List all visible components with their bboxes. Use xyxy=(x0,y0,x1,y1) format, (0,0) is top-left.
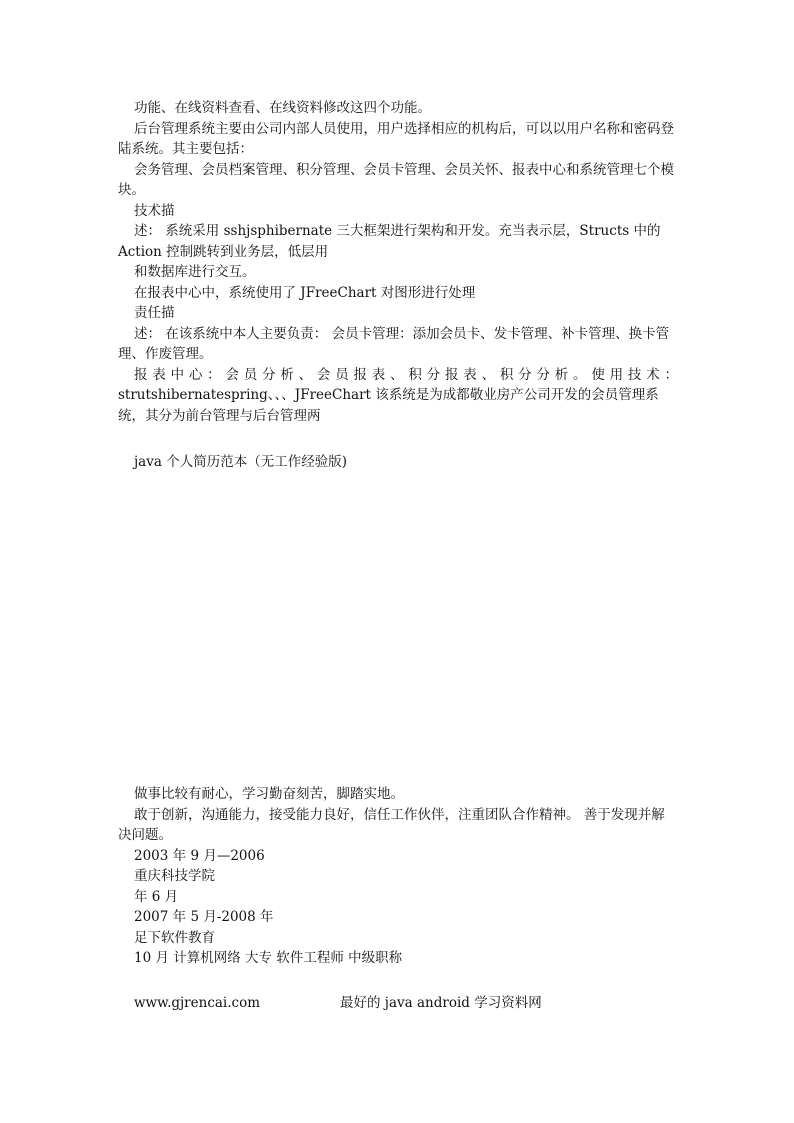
resume-subtitle-block xyxy=(118,452,678,473)
resume-subtitle: java 个人简历范本（无工作经验版) xyxy=(134,454,347,470)
text-line: 敢于创新，沟通能力，接受能力良好，信任工作伙伴，注重团队合作精神。 善于发现并解决问题。 xyxy=(118,806,665,843)
text-line: 足下软件教育 xyxy=(134,929,215,946)
text-line: strutshibernatespring、、、JFreeChart 该系统是为成都敬业房产公司开发的会员管理系统，其分为前台管理与后台管理两 xyxy=(118,387,659,424)
text-line: 在报表中心中，系统使用了 JFreeChart 对图形进行处理 xyxy=(134,284,476,301)
text-line: 责任描 xyxy=(134,305,175,321)
text-line: 重庆科技学院 xyxy=(134,868,215,884)
text-line: 10 月 计算机网络 大专 软件工程师 中级职称 xyxy=(134,950,403,966)
text-line: 会务管理、会员档案管理、积分管理、会员卡管理、会员关怀、报表中心和系统管理七个模块。 xyxy=(118,161,674,198)
text-line: 年 6 月 xyxy=(134,888,179,905)
text-line: 和数据库进行交互。 xyxy=(134,264,256,280)
project-description-section xyxy=(118,98,678,426)
text-line: 功能、在线资料查看、在线资料修改这四个功能。 xyxy=(134,100,431,116)
text-line: 2007 年 5 月-2008 年 xyxy=(134,909,274,925)
text-line: 做事比较有耐心，学习勤奋刻苦，脚踏实地。 xyxy=(134,786,404,802)
text-line: 技术描 xyxy=(134,202,175,219)
text-line: 后台管理系统主要由公司内部人员使用，用户选择相应的机构后，可以以用户名称和密码登陆系统。其主要包括： xyxy=(118,120,674,157)
text-line: 2003 年 9 月—2006 xyxy=(134,847,265,864)
text-line: 述： 在该系统中本人主要负责： 会员卡管理：添加会员卡、发卡管理、补卡管理、换卡管理、作废管理。 xyxy=(118,325,670,362)
footer-website: www.gjrencai.com xyxy=(134,995,261,1011)
footer-tagline: 最好的 java android 学习资料网 xyxy=(340,995,542,1011)
text-line: 述： 系统采用 sshjsphibernate 三大框架进行架构和开发。充当表示层，Structs 中的 Action 控制跳转到业务层，低层用 xyxy=(118,223,661,260)
self-evaluation-education-section xyxy=(118,784,678,969)
text-line: 报 表 中 心 ： 会 员 分 析 、 会 员 报 表 、 积 分 报 表 、 积 分 分 析 。 使 用 技 术 ： xyxy=(134,366,678,383)
